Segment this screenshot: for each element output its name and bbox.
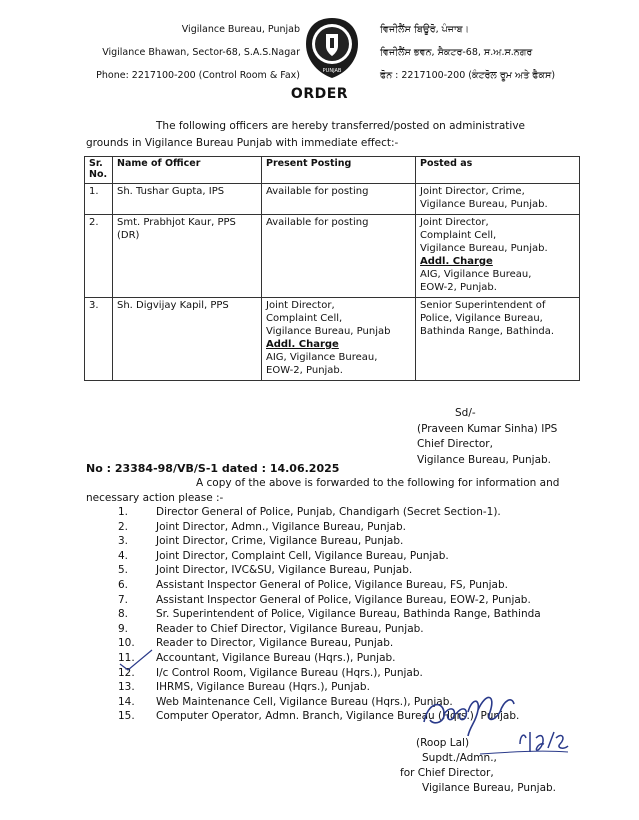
- page-title: ORDER: [290, 86, 349, 102]
- list-item-number: 10.: [118, 637, 135, 650]
- cell-officer-name: Smt. Prabhjot Kaur, PPS (DR): [113, 215, 262, 298]
- intro-paragraph: [86, 118, 581, 152]
- list-item-number: 13.: [118, 681, 135, 694]
- col-header-name: Name of Officer: [113, 157, 262, 184]
- list-item-text: Joint Director, Complaint Cell, Vigilance Bureau, Punjab.: [156, 549, 449, 562]
- copy-line-1: A copy of the above is forwarded to the following for information and: [196, 477, 560, 489]
- header-phone: Phone: 2217100-200 (Control Room & Fax): [96, 70, 300, 81]
- cell-officer-name: Sh. Tushar Gupta, IPS: [113, 184, 262, 215]
- cell-line: Joint Director,: [420, 217, 489, 228]
- cell-present-posting: [262, 215, 416, 298]
- cell-line: Available for posting: [266, 186, 369, 197]
- table-header-row: [85, 157, 580, 184]
- header-address: Vigilance Bhawan, Sector-68, S.A.S.Nagar: [102, 47, 300, 58]
- list-item-number: 14.: [118, 695, 135, 708]
- list-item-number: 3.: [118, 535, 129, 548]
- signatory2-name: (Roop Lal): [416, 737, 470, 749]
- cell-line: Vigilance Bureau, Punjab.: [420, 199, 548, 210]
- cell-present-posting: [262, 184, 416, 215]
- list-item: [118, 651, 541, 666]
- cell-line: Senior Superintendent of: [420, 300, 546, 311]
- copy-line-2: necessary action please :-: [86, 492, 224, 504]
- list-item-text: Joint Director, IVC&SU, Vigilance Bureau, Punjab.: [156, 564, 413, 577]
- header-punjabi: [380, 18, 620, 87]
- header-phone-punjabi: ਫੋਨ : 2217100-200 (ਕੰਟਰੋਲ ਰੂਮ ਅਤੇ ਫੈਕਸ): [380, 70, 556, 81]
- list-item-number: 7.: [118, 593, 129, 606]
- intro-line-1: The following officers are hereby transferred/posted on administrative: [156, 120, 525, 132]
- list-item-number: 9.: [118, 622, 129, 635]
- list-item-number: 8.: [118, 608, 129, 621]
- table-row: [85, 184, 580, 215]
- list-item-text: Computer Operator, Admn. Branch, Vigilance Bureau (Hqrs.), Punjab.: [156, 710, 520, 723]
- signatory-office: Vigilance Bureau, Punjab.: [417, 453, 552, 466]
- list-item-text: Sr. Superintendent of Police, Vigilance Bureau, Bathinda Range, Bathinda: [156, 608, 541, 621]
- list-item-number: 6.: [118, 578, 129, 591]
- list-item: [118, 622, 541, 637]
- list-item: [118, 636, 541, 651]
- cell-line: EOW-2, Punjab.: [420, 282, 497, 293]
- list-item: [118, 666, 541, 681]
- list-item-text: Reader to Chief Director, Vigilance Bureau, Punjab.: [156, 622, 424, 635]
- cell-line: AIG, Vigilance Bureau,: [266, 352, 378, 363]
- cell-sr: 1.: [85, 184, 113, 215]
- list-item-text: I/c Control Room, Vigilance Bureau (Hqrs.), Punjab.: [156, 666, 423, 679]
- cell-sr: 3.: [85, 298, 113, 381]
- addl-charge-label: Addl. Charge: [266, 339, 339, 350]
- signatory2-designation: Supdt./Admn.,: [422, 752, 497, 764]
- list-item-text: Director General of Police, Punjab, Chandigarh (Secret Section-1).: [156, 506, 501, 518]
- cell-line: Vigilance Bureau, Punjab: [266, 326, 391, 337]
- list-item-text: Accountant, Vigilance Bureau (Hqrs.), Punjab.: [156, 651, 396, 664]
- list-item-text: IHRMS, Vigilance Bureau (Hqrs.), Punjab.: [156, 681, 370, 694]
- sd-mark: Sd/-: [455, 407, 476, 419]
- cell-line: Joint Director, Crime,: [420, 186, 525, 197]
- list-item: [118, 607, 541, 622]
- list-item-text: Assistant Inspector General of Police, Vigilance Bureau, FS, Punjab.: [156, 578, 508, 591]
- signature-block-chief-director: [417, 406, 557, 468]
- cell-sr: 2.: [85, 215, 113, 298]
- intro-line-2: grounds in Vigilance Bureau Punjab with immediate effect:-: [86, 137, 399, 149]
- vigilance-emblem-icon: [304, 16, 360, 80]
- header-english: [60, 18, 300, 87]
- signatory2-for-line: for Chief Director,: [400, 767, 494, 779]
- cell-posted-as: [416, 215, 580, 298]
- reference-number: No : 23384-98/VB/S-1 dated : 14.06.2025: [86, 462, 340, 475]
- list-item-number: 11.: [118, 651, 135, 664]
- list-item: [118, 534, 541, 549]
- cell-line: Available for posting: [266, 217, 369, 228]
- cell-line: Complaint Cell,: [420, 230, 497, 241]
- cell-officer-name: Sh. Digvijay Kapil, PPS: [113, 298, 262, 381]
- cell-line: Complaint Cell,: [266, 313, 343, 324]
- list-item: [118, 563, 541, 578]
- list-item-number: 1.: [118, 506, 129, 518]
- col-header-sr: Sr. No.: [85, 157, 113, 184]
- cell-line: Bathinda Range, Bathinda.: [420, 326, 555, 337]
- svg-text:PUNJAB: PUNJAB: [322, 68, 342, 74]
- list-item-text: Joint Director, Admn., Vigilance Bureau, Punjab.: [156, 520, 406, 533]
- cell-line: AIG, Vigilance Bureau,: [420, 269, 532, 280]
- list-item-text: Web Maintenance Cell, Vigilance Bureau (Hqrs.), Punjab.: [156, 695, 453, 708]
- list-item-number: 5.: [118, 564, 129, 577]
- list-item-number: 15.: [118, 710, 135, 723]
- list-item-number: 12.: [118, 666, 135, 679]
- cell-line: Joint Director,: [266, 300, 335, 311]
- copy-forward-text: [86, 476, 581, 506]
- cell-present-posting: [262, 298, 416, 381]
- list-item-number: 2.: [118, 520, 129, 533]
- handwritten-tick-mark: [118, 646, 158, 676]
- header-office-punjabi: ਵਿਜੀਲੈਂਸ ਬਿਊਰੋ, ਪੰਜਾਬ।: [380, 24, 470, 35]
- table-row: [85, 298, 580, 381]
- addl-charge-label: Addl. Charge: [420, 256, 493, 267]
- list-item-text: Joint Director, Crime, Vigilance Bureau, Punjab.: [156, 535, 404, 548]
- cell-line: EOW-2, Punjab.: [266, 365, 343, 376]
- col-header-present: Present Posting: [262, 157, 416, 184]
- transfer-table: [84, 156, 580, 381]
- list-item: [118, 549, 541, 564]
- cell-posted-as: [416, 298, 580, 381]
- list-item-text: Assistant Inspector General of Police, Vigilance Bureau, EOW-2, Punjab.: [156, 593, 531, 606]
- signatory-name: (Praveen Kumar Sinha) IPS: [417, 422, 558, 435]
- list-item: [118, 505, 541, 520]
- list-item: [118, 520, 541, 535]
- list-item: [118, 593, 541, 608]
- header-office: Vigilance Bureau, Punjab: [181, 24, 300, 35]
- list-item-number: 4.: [118, 549, 129, 562]
- header-address-punjabi: ਵਿਜੀਲੈਂਸ ਭਵਨ, ਸੈਕਟਰ-68, ਸ.ਅ.ਸ.ਨਗਰ: [380, 47, 533, 58]
- cell-line: Vigilance Bureau, Punjab.: [420, 243, 548, 254]
- signature-block-supdt: [400, 736, 556, 796]
- signatory2-office: Vigilance Bureau, Punjab.: [422, 782, 557, 794]
- table-row: [85, 215, 580, 298]
- list-item: [118, 578, 541, 593]
- signatory-designation: Chief Director,: [417, 438, 493, 450]
- col-header-posted: Posted as: [416, 157, 580, 184]
- cell-posted-as: [416, 184, 580, 215]
- cell-line: Police, Vigilance Bureau,: [420, 313, 543, 324]
- list-item-text: Reader to Director, Vigilance Bureau, Punjab.: [156, 637, 394, 650]
